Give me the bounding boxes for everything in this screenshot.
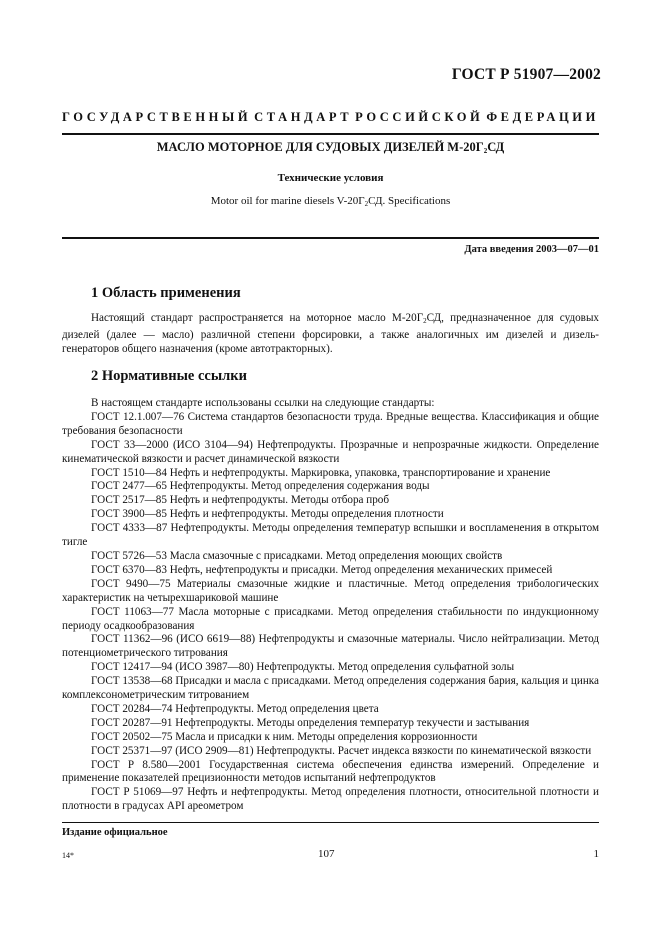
reference-item: ГОСТ 12.1.007—76 Система стандартов безопасности труда. Вредные вещества. Классификация и общие требования безопасности	[62, 410, 599, 437]
page-number: 107	[318, 848, 335, 860]
reference-item: ГОСТ 20284—74 Нефтепродукты. Метод определения цвета	[91, 702, 379, 715]
section-1-text: Настоящий стандарт распространяется на моторное масло $М-20Г_2СД$, предназначенное для судовых дизелей (далее — масло) различной степени форсировки, а также аналогичных им дизелей и дизель-генераторов общего назначения (кроме автотракторных).	[62, 312, 599, 355]
document-title-english: Motor oil for marine diesels $V-20Г_2СД$. Specifications	[210, 195, 451, 208]
banner-word: ГОСУДАРСТВЕННЫЙ	[62, 110, 252, 124]
reference-item: ГОСТ 25371—97 (ИСО 2909—81) Нефтепродукты. Расчет индекса вязкости по кинематической вязкости	[91, 744, 592, 757]
document-number: ГОСТ Р 51907—2002	[451, 66, 601, 83]
reference-item: ГОСТ 5726—53 Масла смазочные с присадками. Метод определения моющих свойств	[91, 549, 503, 562]
references-intro: В настоящем стандарте использованы ссылки на следующие стандарты:	[91, 397, 435, 409]
banner-word: РОССИЙСКОЙ	[355, 110, 484, 124]
middle-rule	[62, 237, 599, 239]
print-mark: 14*	[62, 851, 74, 860]
reference-item: ГОСТ 11063—77 Масла моторные с присадками. Метод определения стабильности по индукционному периоду осадкообразования	[62, 605, 599, 632]
reference-item: ГОСТ 20287—91 Нефтепродукты. Методы определения температур текучести и застывания	[91, 716, 530, 729]
reference-item: ГОСТ 11362—96 (ИСО 6619—88) Нефтепродукты и смазочные материалы. Число нейтрализации. Метод потенциометрического титрования	[62, 633, 599, 660]
reference-item: ГОСТ 9490—75 Материалы смазочные жидкие и пластичные. Метод определения трибологических характеристик на четырехшариковой машине	[62, 577, 599, 604]
reference-item: ГОСТ 20502—75 Масла и присадки к ним. Методы определения коррозионности	[91, 730, 478, 743]
section-1-heading: 1 Область применения	[91, 285, 241, 301]
reference-item: ГОСТ 2477—65 Нефтепродукты. Метод определения содержания воды	[91, 480, 430, 493]
reference-item: ГОСТ 13538—68 Присадки и масла с присадками. Метод определения содержания бария, кальция и цинка комплексонометрическим титрованием	[62, 675, 599, 702]
reference-item: ГОСТ 6370—83 Нефть, нефтепродукты и присадки. Метод определения механических примесей	[91, 563, 553, 576]
section-2-heading: 2 Нормативные ссылки	[91, 368, 247, 384]
banner-word: СТАНДАРТ	[254, 110, 353, 124]
top-rule	[62, 133, 599, 135]
banner-word: ФЕДЕРАЦИИ	[486, 110, 599, 124]
document-subtitle: Технические условия	[277, 172, 384, 184]
reference-item: ГОСТ 12417—94 (ИСО 3987—80) Нефтепродукты. Метод определения сульфатной золы	[91, 661, 515, 674]
reference-item: ГОСТ Р 8.580—2001 Государственная система обеспечения единства измерений. Определение и применение показателей прецизионности методов испытаний нефтепродуктов	[62, 758, 599, 785]
edition-label: Издание официальное	[62, 827, 168, 838]
document-title: МАСЛО МОТОРНОЕ ДЛЯ СУДОВЫХ ДИЗЕЛЕЙ $М-20Г_2СД$	[156, 140, 505, 155]
reference-item: ГОСТ 33—2000 (ИСО 3104—94) Нефтепродукты. Прозрачные и непрозрачные жидкости. Определение кинематической вязкости и расчет динамической вязкости	[62, 438, 599, 465]
sheet-number: 1	[593, 848, 599, 860]
reference-item: ГОСТ 1510—84 Нефть и нефтепродукты. Маркировка, упаковка, транспортирование и хранение	[91, 466, 551, 479]
reference-item: ГОСТ 4333—87 Нефтепродукты. Методы определения температур вспышки и воспламенения в открытом тигле	[62, 522, 599, 549]
reference-item: ГОСТ 3900—85 Нефть и нефтепродукты. Методы определения плотности	[91, 508, 444, 521]
reference-item: ГОСТ Р 51069—97 Нефть и нефтепродукты. Метод определения плотности, относительной плотности и плотности в градусах API ареометром	[62, 786, 599, 813]
footer-rule	[62, 822, 599, 823]
introduction-date: Дата введения 2003—07—01	[464, 244, 599, 255]
section-2-reference-list	[62, 397, 599, 814]
reference-item: ГОСТ 2517—85 Нефть и нефтепродукты. Методы отбора проб	[91, 494, 390, 507]
state-standard-banner	[62, 110, 599, 125]
